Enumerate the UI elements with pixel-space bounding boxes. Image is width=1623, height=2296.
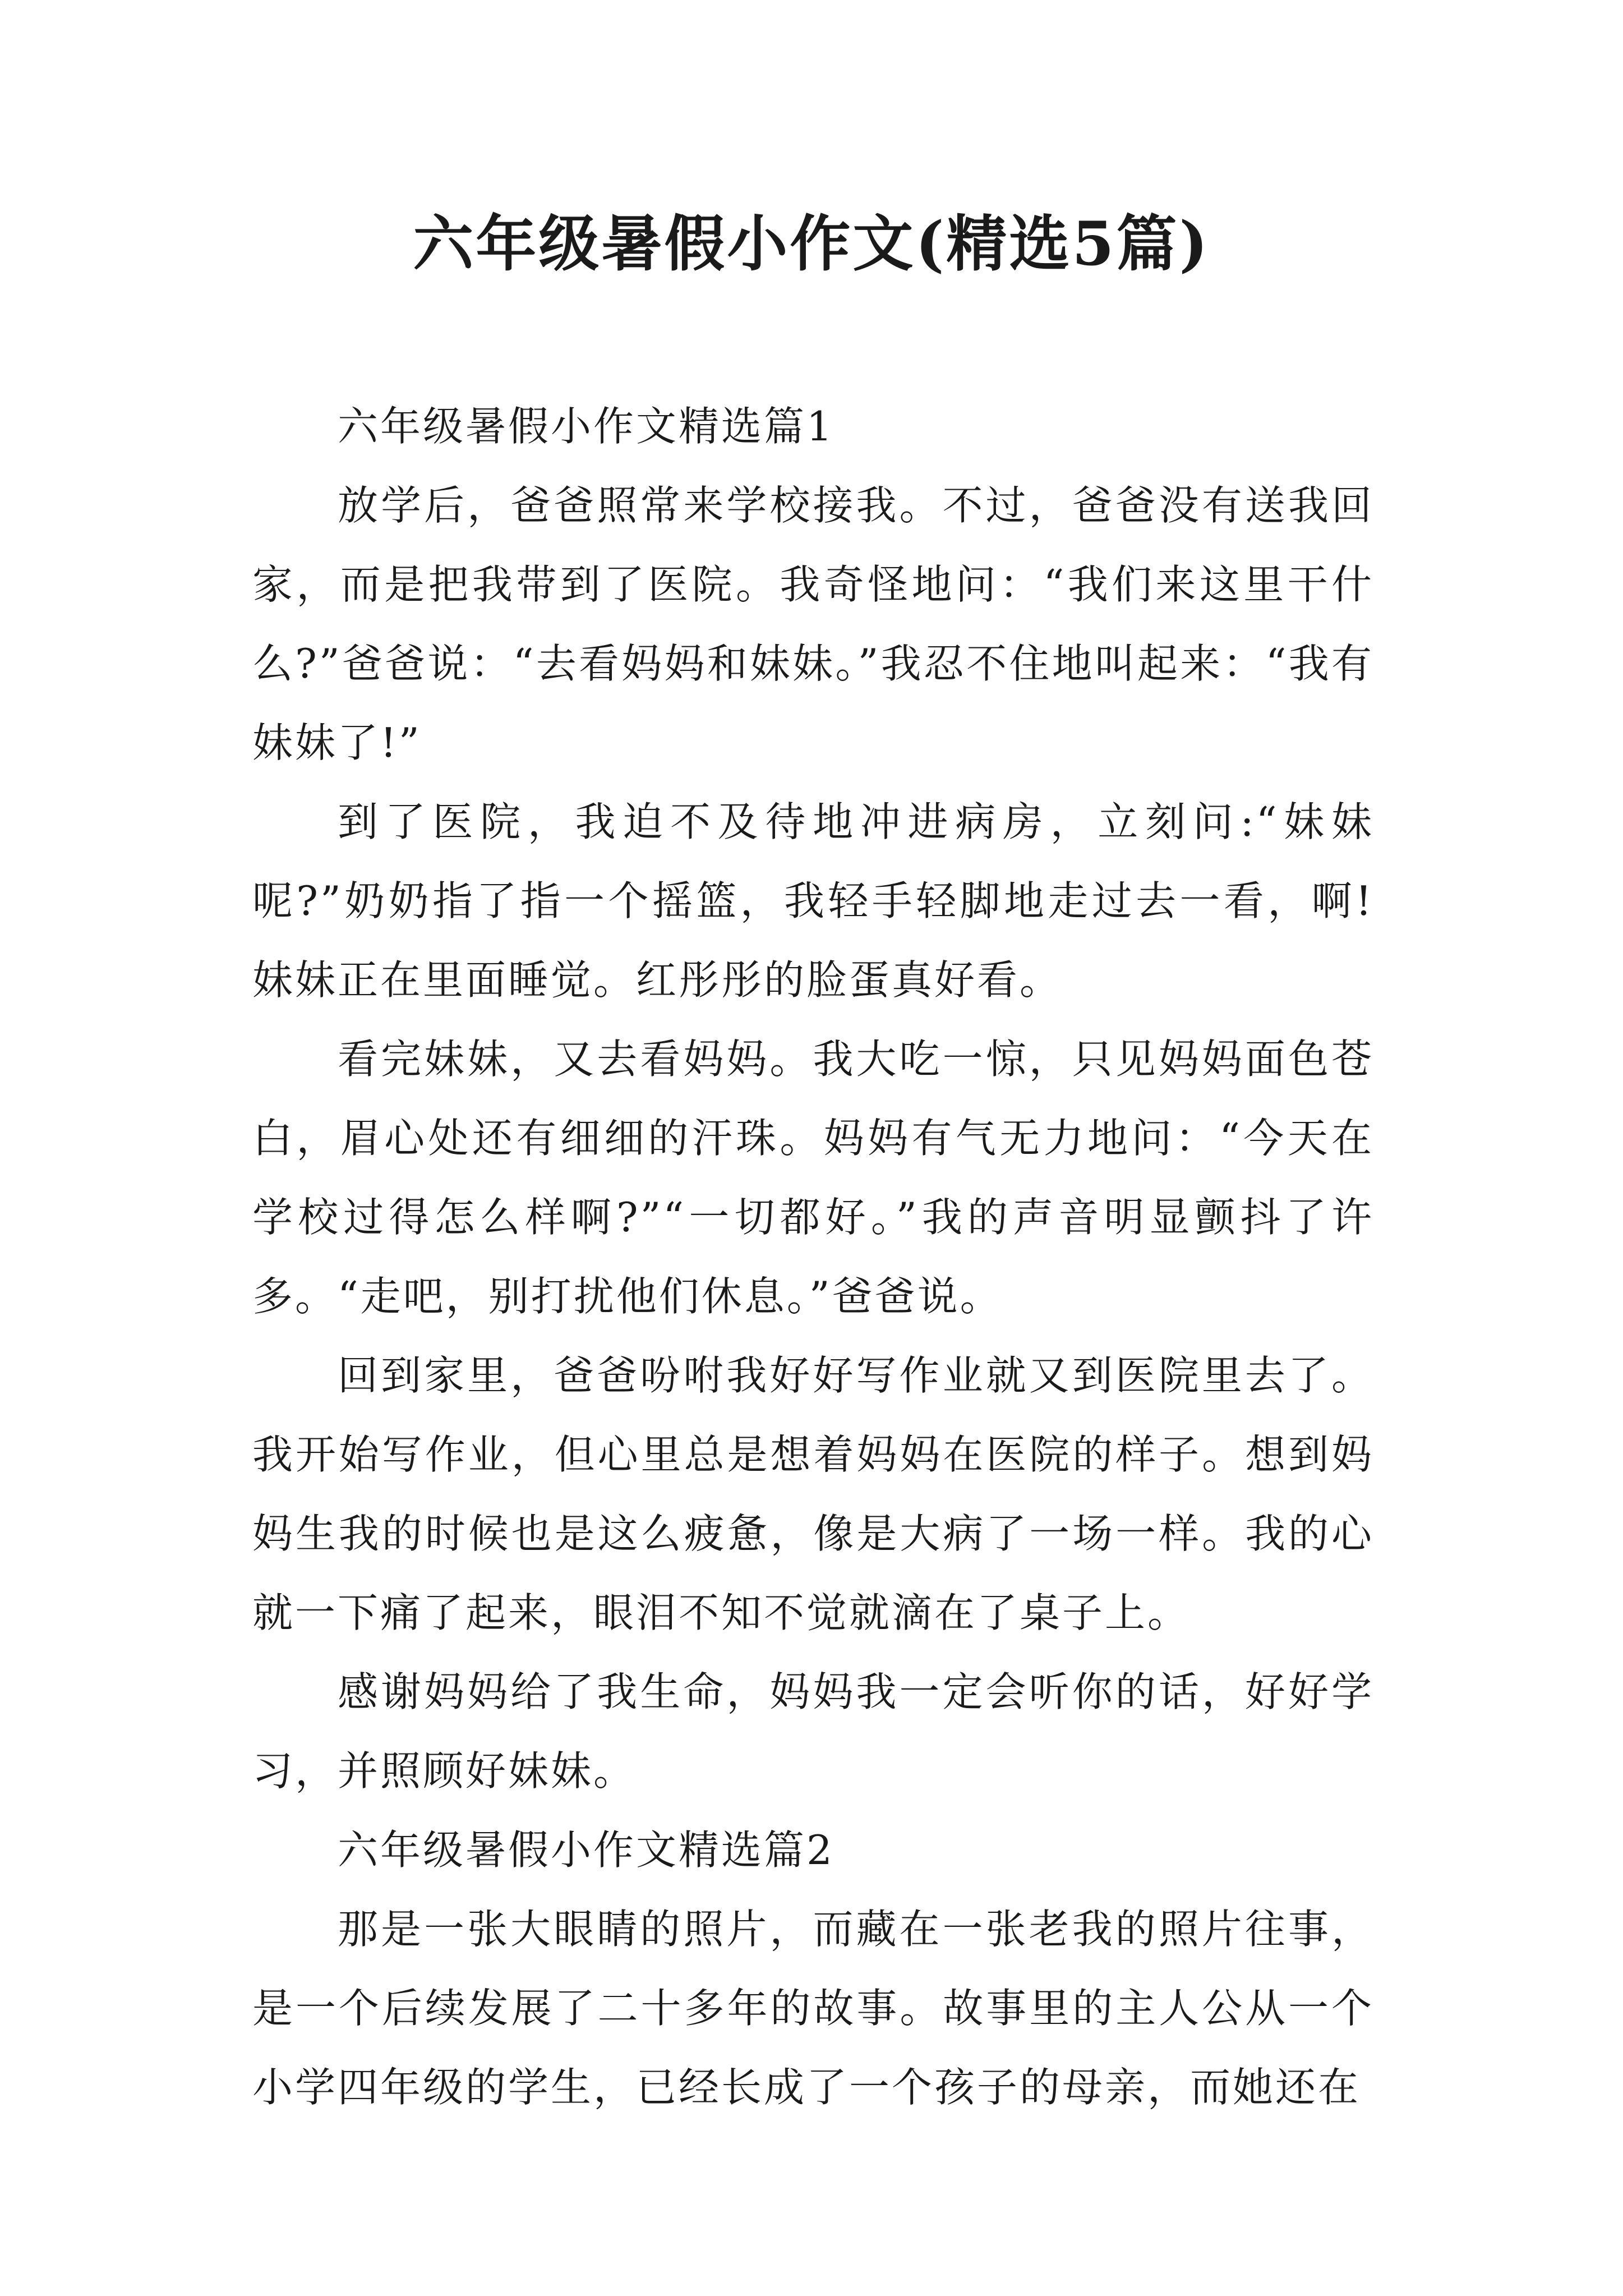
paragraph: 感谢妈妈给了我生命，妈妈我一定会听你的话，好好学习，并照顾好妹妹。	[252, 1668, 1374, 1795]
section-heading-2: 六年级暑假小作文精选篇2	[338, 1826, 834, 1874]
document-body	[252, 387, 1374, 2127]
paragraph: 放学后，爸爸照常来学校接我。不过，爸爸没有送我回家，而是把我带到了医院。我奇怪地问：“我们来这里干什么?”爸爸说：“去看妈妈和妹妹。”我忍不住地叫起来：“我有妹妹了!”	[252, 482, 1374, 766]
document-title: 六年级暑假小作文(精选5篇)	[413, 209, 1210, 279]
paragraph: 看完妹妹，又去看妈妈。我大吃一惊，只见妈妈面色苍白，眉心处还有细细的汗珠。妈妈有气无力地问：“今天在学校过得怎么样啊?”“一切都好。”我的声音明显颤抖了许多。“走吧，别打扰他们休息。”爸爸说。	[252, 1036, 1374, 1320]
paragraph: 那是一张大眼睛的照片，而藏在一张老我的照片往事，是一个后续发展了二十多年的故事。故事里的主人公从一个小学四年级的学生，已经长成了一个孩子的母亲，而她还在	[252, 1906, 1374, 2111]
paragraph: 回到家里，爸爸吩咐我好好写作业就又到医院里去了。我开始写作业，但心里总是想着妈妈在医院的样子。想到妈妈生我的时候也是这么疲惫，像是大病了一场一样。我的心就一下痛了起来，眼泪不知不觉就滴在了桌子上。	[252, 1352, 1374, 1636]
section-heading-1: 六年级暑假小作文精选篇1	[338, 403, 834, 450]
paragraph: 到了医院，我迫不及待地冲进病房，立刻问:“妹妹呢?”奶奶指了指一个摇篮，我轻手轻脚地走过去一看，啊!妹妹正在里面睡觉。红彤彤的脸蛋真好看。	[252, 798, 1374, 1004]
